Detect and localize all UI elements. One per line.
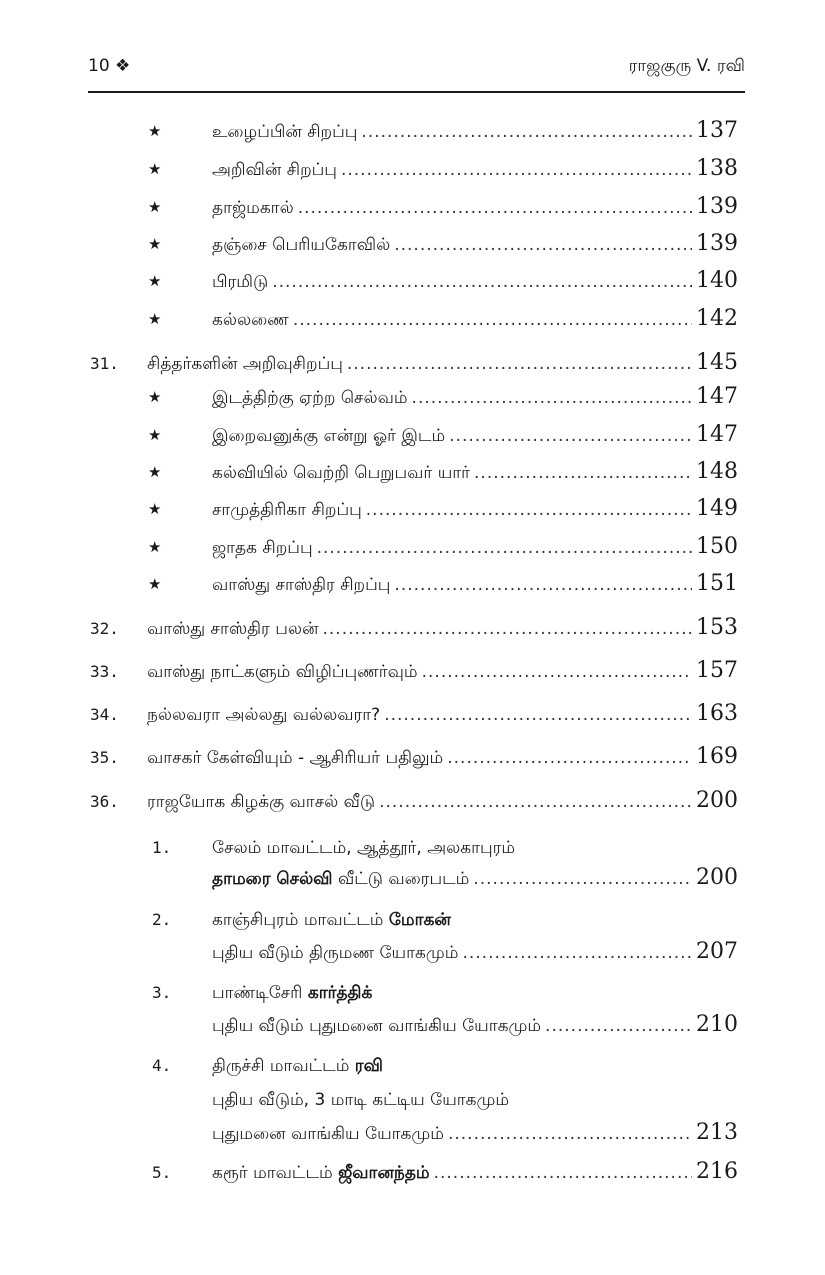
subentry-line [0, 1052, 825, 1084]
chapter-number: 31. [90, 354, 119, 373]
entry-page: 169 [696, 744, 738, 769]
chapter-number: 32. [90, 619, 119, 638]
star-bullet-icon: ★ [148, 198, 162, 216]
entry-page: 147 [696, 422, 738, 447]
entry-title: அறிவின் சிறப்பு [212, 160, 337, 180]
entry-title: நல்லவரா அல்லது வல்லவரா? [147, 705, 381, 725]
toc-chapter [0, 615, 825, 647]
running-title: ராஜகுரு V. ரவி [628, 56, 745, 76]
entry-page: 139 [696, 231, 738, 256]
chapter-number: 35. [90, 748, 119, 767]
subentry-line [0, 939, 825, 971]
dot-leader [422, 662, 692, 682]
entry-page: 150 [696, 534, 738, 559]
entry-title: இடத்திற்கு ஏற்ற செல்வம் [212, 388, 408, 408]
entry-page: 213 [696, 1120, 738, 1145]
star-bullet-icon: ★ [148, 122, 162, 140]
entry-page: 145 [696, 350, 738, 375]
page-number: 10 ❖ [88, 56, 131, 76]
entry-title: இறைவனுக்கு என்று ஓர் இடம் [212, 426, 446, 446]
entry-page: 142 [696, 306, 738, 331]
toc-entry [0, 306, 825, 338]
person-name: ரவி [354, 1056, 383, 1076]
star-bullet-icon: ★ [148, 272, 162, 290]
subentry-line [0, 1159, 825, 1191]
toc-entry [0, 571, 825, 603]
subentry-number: 4. [152, 1056, 172, 1075]
entry-title: பிரமிடு [212, 272, 269, 292]
dot-leader [366, 500, 692, 520]
entry-title: உழைப்பின் சிறப்பு [212, 122, 358, 142]
entry-title: ராஜயோக கிழக்கு வாசல் வீடு [147, 792, 376, 812]
chapter-number: 34. [90, 705, 119, 724]
toc-chapter [0, 701, 825, 733]
toc-chapter [0, 788, 825, 820]
dot-leader [394, 235, 692, 255]
person-name: தாமரை செல்வி [212, 869, 333, 889]
entry-page: 148 [696, 459, 738, 484]
toc-entry [0, 384, 825, 416]
entry-page: 140 [696, 268, 738, 293]
star-bullet-icon: ★ [148, 388, 162, 406]
entry-page: 151 [696, 571, 738, 596]
subentry-number: 5. [152, 1163, 172, 1182]
star-bullet-icon: ★ [148, 500, 162, 518]
chapter-number: 36. [90, 792, 119, 811]
toc-chapter [0, 350, 825, 382]
entry-page: 207 [696, 939, 738, 964]
header-rule [88, 91, 745, 93]
subentry-line [0, 1012, 825, 1044]
entry-page: 200 [696, 788, 738, 813]
subentry-text: புதுமனை வாங்கிய யோகமும் [212, 1124, 444, 1144]
entry-page: 153 [696, 615, 738, 640]
entry-page: 137 [696, 118, 738, 143]
dot-leader [545, 1016, 692, 1036]
subentry-text: காஞ்சிபுரம் மாவட்டம் [212, 910, 384, 930]
dot-leader [379, 792, 692, 812]
dot-leader [347, 354, 692, 374]
page-header [88, 54, 745, 92]
entry-page: 163 [696, 701, 738, 726]
dot-leader [298, 198, 692, 218]
person-name: மோகன் [388, 910, 451, 930]
dot-leader [384, 705, 692, 725]
subentry-line [0, 865, 825, 897]
star-bullet-icon: ★ [148, 538, 162, 556]
star-bullet-icon: ★ [148, 160, 162, 178]
subentry-text: புதிய வீடும், 3 மாடி கட்டிய யோகமும் [212, 1090, 510, 1110]
toc-entry [0, 459, 825, 491]
entry-page: 210 [696, 1012, 738, 1037]
subentry-line [0, 979, 825, 1011]
entry-page: 147 [696, 384, 738, 409]
entry-title: ஜாதக சிறப்பு [212, 538, 313, 558]
subentry-line [0, 906, 825, 938]
subentry-text: கரூர் மாவட்டம் [212, 1163, 333, 1183]
toc-entry [0, 194, 825, 226]
dot-leader [474, 463, 692, 483]
dot-leader [449, 426, 692, 446]
star-bullet-icon: ★ [148, 463, 162, 481]
entry-title: வாசகர் கேள்வியும் - ஆசிரியர் பதிலும் [147, 748, 444, 768]
subentry-text: சேலம் மாவட்டம், ஆத்தூர், அலகாபுரம் [212, 838, 516, 858]
entry-title: தாஜ்மகால் [212, 198, 294, 218]
subentry-text: புதிய வீடும் புதுமனை வாங்கிய யோகமும் [212, 1016, 542, 1036]
entry-page: 216 [696, 1159, 738, 1184]
entry-page: 138 [696, 156, 738, 181]
entry-title: வாஸ்து சாஸ்திர சிறப்பு [212, 575, 391, 595]
dot-leader [462, 943, 692, 963]
chapter-number: 33. [90, 662, 119, 681]
star-bullet-icon: ★ [148, 426, 162, 444]
dot-leader [341, 160, 692, 180]
subentry-line [0, 834, 825, 866]
subentry-number: 2. [152, 910, 172, 929]
entry-title: தஞ்சை பெரியகோவில் [212, 235, 391, 255]
toc-entry [0, 534, 825, 566]
dot-leader [317, 538, 692, 558]
subentry-line [0, 1120, 825, 1152]
dot-leader [412, 388, 692, 408]
subentry-text: திருச்சி மாவட்டம் [212, 1056, 350, 1076]
entry-page: 200 [696, 865, 738, 890]
subentry-line [0, 1086, 825, 1118]
subentry-text: புதிய வீடும் திருமண யோகமும் [212, 943, 459, 963]
entry-page: 157 [696, 658, 738, 683]
dot-leader [322, 619, 692, 639]
subentry-text: வீட்டு வரைபடம் [337, 869, 470, 889]
entry-title: கல்வியில் வெற்றி பெறுபவர் யார் [212, 463, 471, 483]
dot-leader [394, 575, 692, 595]
entry-page: 149 [696, 496, 738, 521]
dot-leader [293, 310, 692, 330]
entry-title: வாஸ்து சாஸ்திர பலன் [147, 619, 319, 639]
person-name: கார்த்திக் [307, 983, 373, 1003]
person-name: ஜீவானந்தம் [338, 1163, 430, 1183]
entry-title: கல்லணை [212, 310, 289, 330]
dot-leader [272, 272, 692, 292]
subentry-number: 1. [152, 838, 172, 857]
star-bullet-icon: ★ [148, 575, 162, 593]
dot-leader [434, 1163, 692, 1183]
dot-leader [447, 748, 692, 768]
toc-entry [0, 156, 825, 188]
toc-entry [0, 422, 825, 454]
toc-entry [0, 268, 825, 300]
dot-leader [448, 1124, 692, 1144]
star-bullet-icon: ★ [148, 310, 162, 328]
subentry-number: 3. [152, 983, 172, 1002]
toc-chapter [0, 658, 825, 690]
star-bullet-icon: ★ [148, 235, 162, 253]
entry-title: சித்தர்களின் அறிவுசிறப்பு [147, 354, 343, 374]
dot-leader [473, 869, 692, 889]
toc-entry [0, 496, 825, 528]
subentry-text: பாண்டிசேரி [212, 983, 303, 1003]
toc-chapter [0, 744, 825, 776]
toc-entry [0, 231, 825, 263]
dot-leader [361, 122, 692, 142]
entry-title: வாஸ்து நாட்களும் விழிப்புணர்வும் [147, 662, 418, 682]
entry-page: 139 [696, 194, 738, 219]
toc-entry [0, 118, 825, 150]
entry-title: சாமுத்திரிகா சிறப்பு [212, 500, 362, 520]
